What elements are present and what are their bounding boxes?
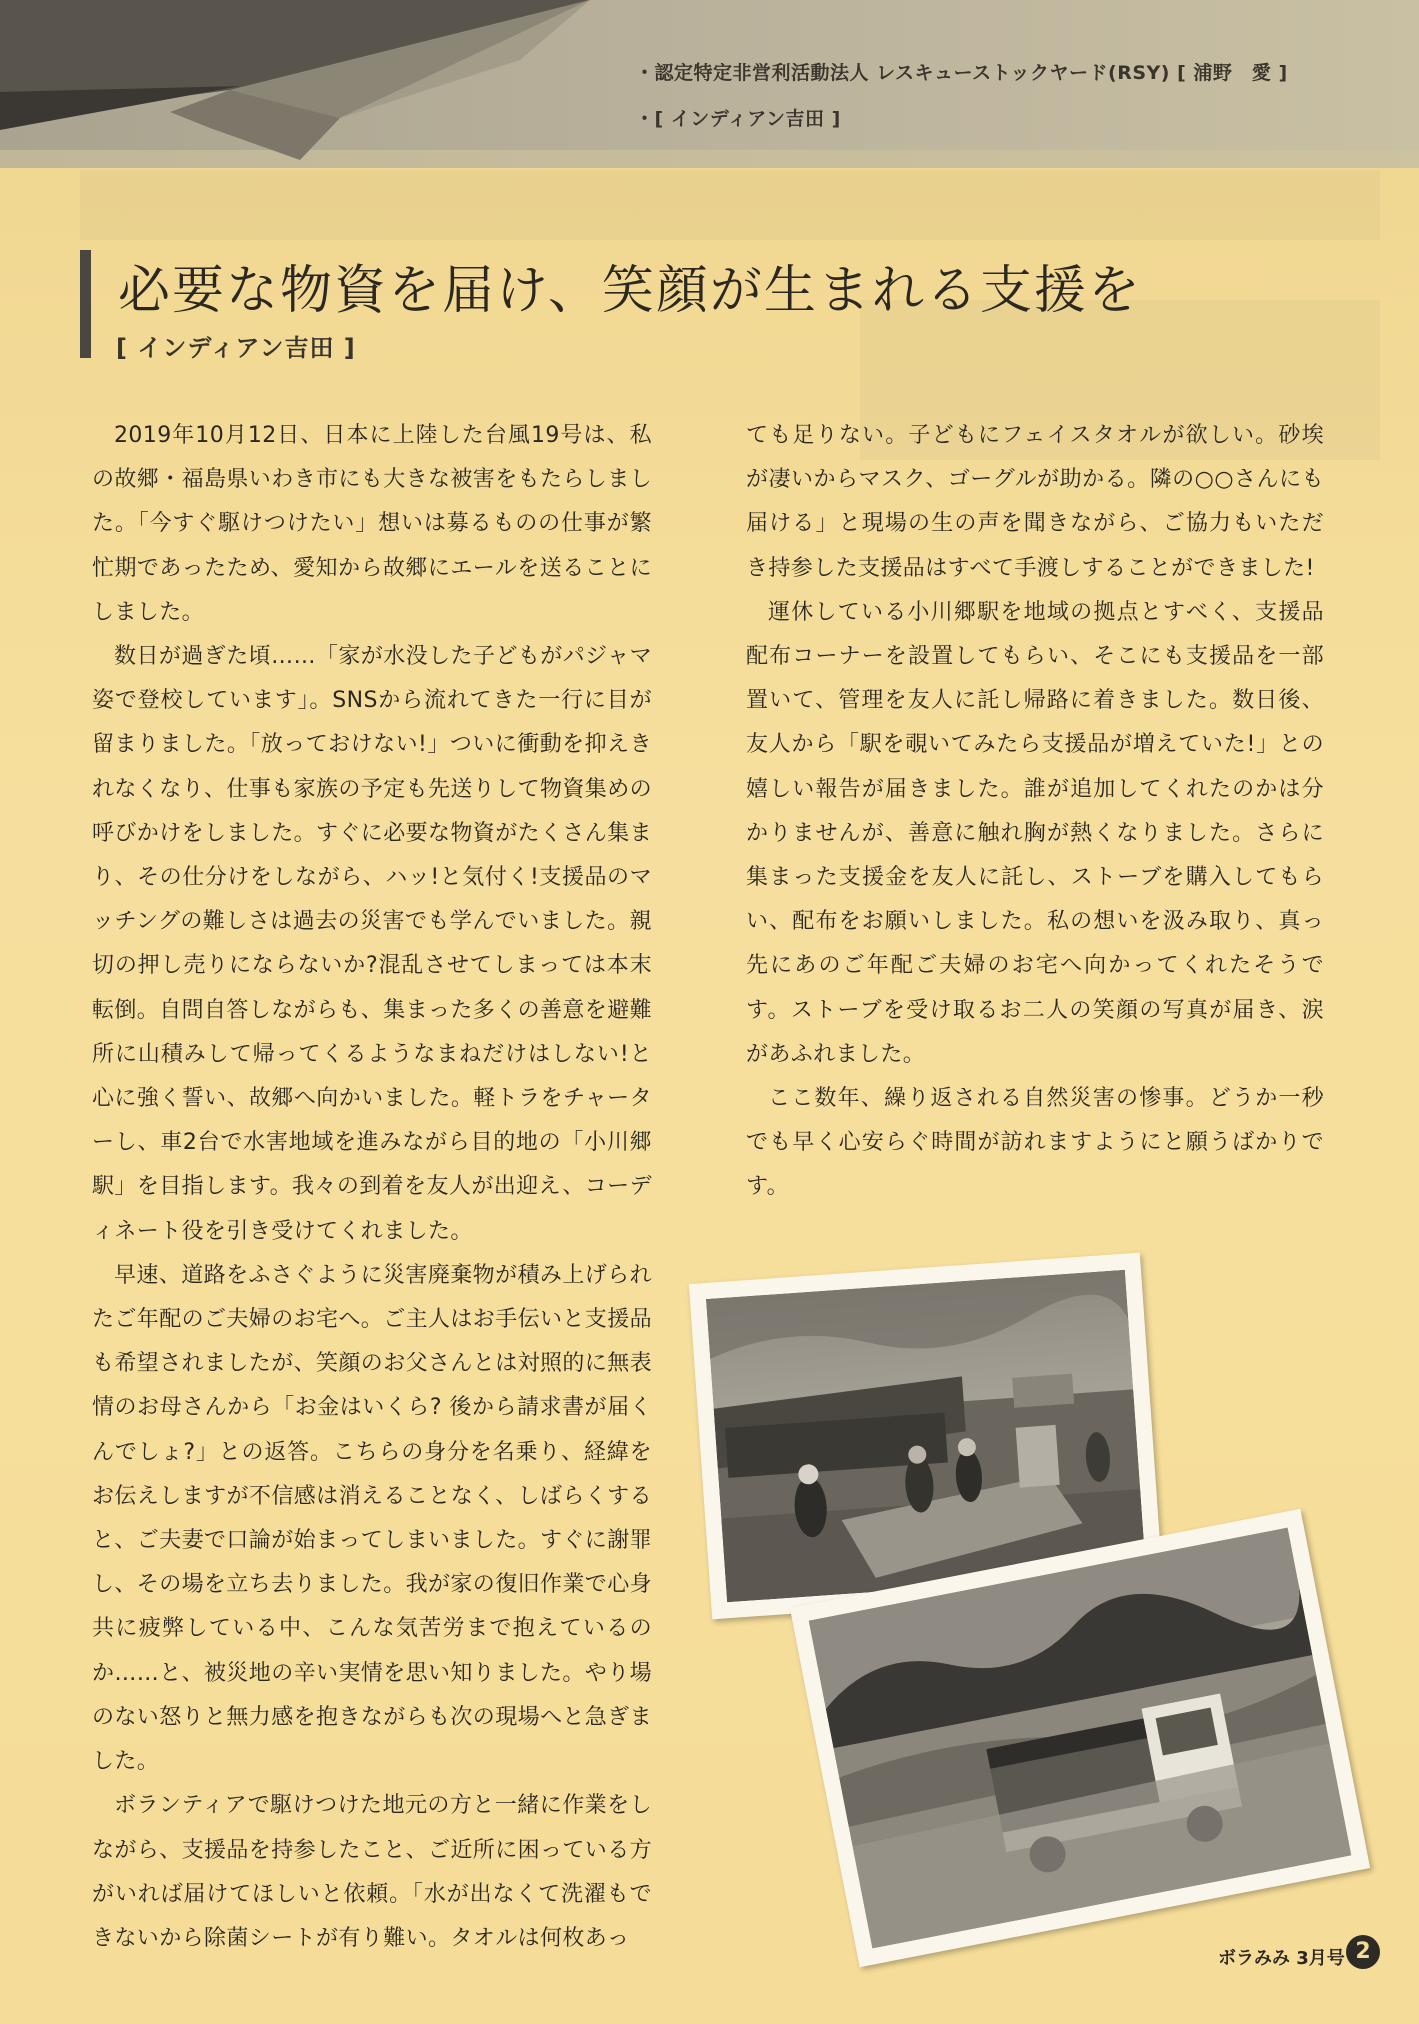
paragraph: 2019年10月12日、日本に上陸した台風19号は、私の故郷・福島県いわき市にも大きな被害をもたらしました。「今すぐ駆けつけたい」想いは募るものの仕事が繁忙期であったため、愛知から故郷にエールを送ることにしました。 [92,423,653,625]
article-column-right [746,414,1324,1210]
paragraph: ボランティアで駆けつけた地元の方と一緒に作業をしながら、支援品を持参したこと、ご近所に困っている方がいれば届けてほしいと依頼。「水が出なくて洗濯もできないから除菌シートが有り難い。タオルは何枚あっ [92,1793,653,1951]
article-column-left [92,414,652,1961]
truck-photo-image [809,1528,1352,1949]
paragraph: 数日が過ぎた頃……「家が水没した子どもがパジャマ姿で登校しています」。SNSから流れてきた一行に目が留まりました。「放っておけない!」ついに衝動を抑えきれなくなり、仕事も家族の予定も先送りして物資集めの呼びかけをしました。すぐに必要な物資がたくさん集まり、その仕分けをしながら、ハッ!と気付く!支援品のマッチングの難しさは過去の災害でも学んでいました。親切の押し売りにならないか?混乱させてしまっては本末転倒。自問自答しながらも、集まった多くの善意を避難所に山積みして帰ってくるようなまねだけはしない!と心に強く誓い、故郷へ向かいました。軽トラをチャーターし、車2台で水害地域を進みながら目的地の「小川郷駅」を目指します。我々の到着を友人が出迎え、コーディネート役を引き受けてくれました。 [92,644,653,1244]
toc-item: ・認定特定非営利活動法人 レスキューストックヤード(RSY) [ 浦野 愛 ] [635,62,1288,84]
table-of-contents [635,58,1395,150]
magazine-footer: ボラみみ 3月号 [1218,1948,1345,1969]
title-accent-bar [80,250,91,358]
paragraph: ここ数年、繰り返される自然災害の惨事。どうか一秒でも早く心安らぐ時間が訪れますようにと願うばかりです。 [746,1086,1324,1200]
background-texture [80,170,1380,240]
page-number: 2 [1346,1935,1380,1969]
toc-item: ・[ インディアン吉田 ] [635,108,841,130]
paragraph: 早速、道路をふさぐように災害廃棄物が積み上げられたご年配のご夫婦のお宅へ。ご主人はお手伝いと支援品も希望されましたが、笑顔のお父さんとは対照的に無表情のお母さんから「お金はいくら? 後から請求書が届くんでしょ?」との返答。こちらの身分を名乗り、経緯をお伝えしますが不信感は消えることなく、しばらくすると、ご夫妻で口論が始まってしまいました。すぐに謝罪し、その場を立ち去りました。我が家の復旧作業で心身共に疲弊している中、こんな気苦労まで抱えているのか……と、被災地の辛い実情を思い知りました。やり場のない怒りと無力感を抱きながらも次の現場へと急ぎました。 [92,1262,653,1775]
header-band [0,0,1419,168]
paragraph: 運休している小川郷駅を地域の拠点とすべく、支援品配布コーナーを設置してもらい、そこにも支援品を一部置いて、管理を友人に託し帰路に着きました。数日後、友人から「駅を覗いてみたら支援品が増えていた!」との嬉しい報告が届きました。誰が追加してくれたのかは分かりませんが、善意に触れ胸が熱くなりました。さらに集まった支援金を友人に託し、ストーブを購入してもらい、配布をお願いしました。私の想いを汲み取り、真っ先にあのご年配ご夫婦のお宅へ向かってくれたそうです。ストーブを受け取るお二人の笑顔の写真が届き、涙があふれました。 [746,599,1324,1067]
article-title: 必要な物資を届け、笑顔が生まれる支援を [118,261,1142,321]
article-byline: [ インディアン吉田 ] [116,334,356,362]
paragraph: ても足りない。子どもにフェイスタオルが欲しい。砂埃が凄いからマスク、ゴーグルが助かる。隣の○○さんにも届ける」と現場の生の声を聞きながら、ご協力もいただき持参した支援品はすべて手渡しすることができました! [746,423,1324,581]
